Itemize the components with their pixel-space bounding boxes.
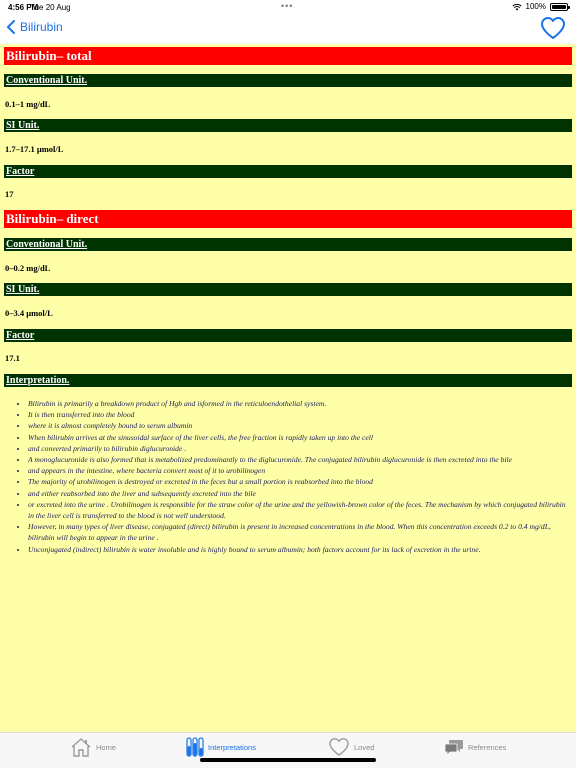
tab-interpretations[interactable]: [186, 736, 256, 758]
content-area[interactable]: [0, 44, 576, 732]
conventional-unit-value: 0.1–1 mg/dL: [5, 99, 51, 109]
battery-percentage: 100%: [525, 2, 546, 11]
back-button[interactable]: [6, 20, 63, 34]
si-unit-heading: SI Unit.: [4, 283, 572, 296]
home-icon: [70, 737, 92, 757]
heart-icon[interactable]: [540, 16, 566, 40]
list-item: • A monoglucuronide is also formed that is metabolized predominantly to the diglucuronide. The conjugated bilirubin diglucuronide is then excreted into the bile: [28, 454, 566, 465]
interpretation-heading: Interpretation.: [4, 374, 572, 387]
multitasking-dots[interactable]: •••: [281, 1, 294, 11]
test-tubes-icon: [186, 737, 204, 757]
factor-value: 17.1: [5, 353, 20, 363]
tab-loved[interactable]: [328, 736, 374, 758]
list-item: • or excreted into the urine . Urobilinogen is responsible for the straw color of the urine and the yellowish-brown color of the feces. The mechanism by which conjugated bilirubin in the liver cell is transferred to the blood is not well understood.: [28, 499, 566, 521]
list-item: • However, in many types of liver disease, conjugated (direct) bilirubin is present in increased concentrations in the blood. When this concentration exceeds 0.2 to 0.4 mg/dL, bilirubin will begin to appear in the urine .: [28, 521, 566, 543]
si-unit-heading: SI Unit.: [4, 119, 572, 132]
navigation-bar: [0, 16, 576, 44]
tab-home[interactable]: [70, 736, 116, 758]
status-right: [512, 2, 568, 11]
section-title-bilirubin-total: Bilirubin– total: [4, 47, 572, 65]
tab-home-label: Home: [96, 742, 117, 752]
factor-heading: Factor: [4, 329, 572, 342]
status-date: Tue 20 Aug: [30, 3, 71, 12]
chat-bubbles-icon: [444, 737, 464, 757]
list-item: • The majority of urobilinogen is destroyed or excreted in the feces but a small portion is reabsorbed into the blood: [28, 476, 566, 487]
list-item: • where it is almost completely bound to serum albumin: [28, 420, 566, 431]
section-title-bilirubin-direct: Bilirubin– direct: [4, 210, 572, 228]
conventional-unit-value: 0–0.2 mg/dL: [5, 263, 51, 273]
tab-bar: [0, 732, 576, 768]
list-item: • Bilirubin is primarily a breakdown product of Hgb and isformed in the reticuloendothelial system.: [28, 398, 566, 409]
back-label: Bilirubin: [20, 20, 63, 34]
list-item: • and either reabsorbed into the liver and subsequently excreted into the bile: [28, 488, 566, 499]
tab-loved-label: Loved: [354, 742, 375, 752]
factor-heading: Factor: [4, 165, 572, 178]
tab-interpretations-label: Interpretations: [208, 742, 256, 752]
chevron-left-icon: [6, 20, 16, 34]
tab-references[interactable]: [444, 736, 506, 758]
battery-icon: [550, 3, 568, 11]
status-bar: [0, 0, 576, 16]
si-unit-value: 1.7–17.1 μmol/L: [5, 144, 64, 154]
list-item: • and appears in the intestine, where bacteria convert most of it to urobilinogen: [28, 465, 566, 476]
factor-value: 17: [5, 189, 14, 199]
conventional-unit-heading: Conventional Unit.: [4, 74, 572, 87]
wifi-icon: [512, 3, 522, 11]
list-item: • Unconjugated (indirect) bilirubin is water insoluble and is highly bound to serum albumin; both factors account for its lack of excretion in the urine.: [28, 544, 566, 555]
status-time: 4:56 PM: [8, 3, 39, 12]
si-unit-value: 0–3.4 μmol/L: [5, 308, 53, 318]
list-item: • It is then transferred into the blood: [28, 409, 566, 420]
list-item: • When bilirubin arrives at the sinusoidal surface of the liver cells, the free fraction is rapidly taken up into the cell: [28, 432, 566, 443]
tab-references-label: References: [468, 742, 507, 752]
heart-icon: [328, 737, 350, 757]
interpretation-list: [18, 398, 566, 555]
conventional-unit-heading: Conventional Unit.: [4, 238, 572, 251]
home-indicator[interactable]: [200, 758, 376, 762]
list-item: • and converted primarily to bilirubin diglucuronide .: [28, 443, 566, 454]
